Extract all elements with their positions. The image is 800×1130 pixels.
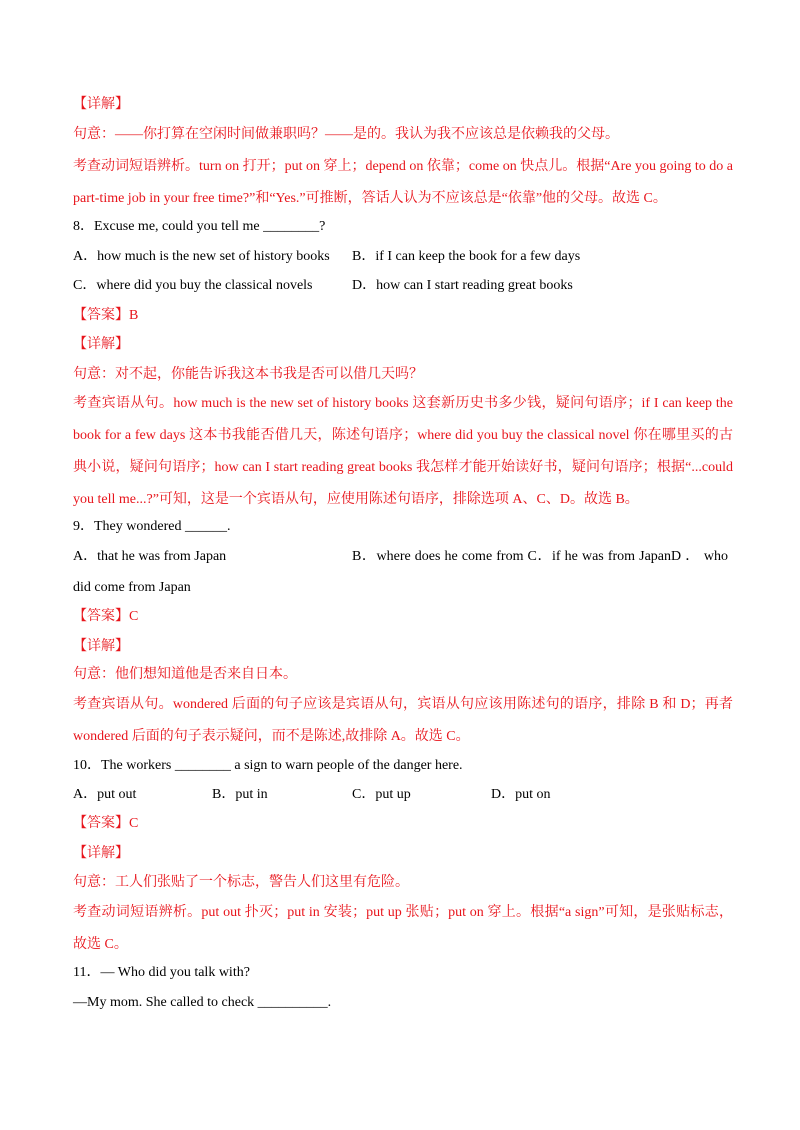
q8-detail-label: 【详解】 — [73, 337, 129, 352]
q11-question: 11．— Who did you talk with? — [73, 965, 250, 980]
q9-meaning: 句意：他们想知道他是否来自日本。 — [73, 667, 297, 682]
q10-option-d: D．put on — [491, 787, 551, 802]
q10-option-b: B．put in — [212, 787, 268, 802]
q10-answer: 【答案】C — [73, 816, 139, 831]
q8-analysis: 考查宾语从句。how much is the new set of history books 这套新历史书多少钱，疑问句语序；if I can keep the book for a few days 这本书我能否借几天，陈述句语序；where did you buy the classical novel 你在哪里买的古典小说，疑问句语序；how can I start reading great books 我怎样才能开始读好书，疑问句语序；根据“...could you tell me...?”可知，这是一个宾语从句，应使用陈述句语序，排除选项 A、C、D。故选 B。 — [73, 396, 733, 507]
q11-reply: —My mom. She called to check __________. — [73, 995, 332, 1010]
q8-meaning: 句意：对不起，你能告诉我这本书我是否可以借几天吗？ — [73, 367, 423, 382]
q10-detail-label: 【详解】 — [73, 846, 129, 861]
q8-answer: 【答案】B — [73, 308, 139, 323]
q9-options-continued: did come from Japan — [73, 580, 191, 595]
q10-analysis: 考查动词短语辨析。put out 扑灭；put in 安装；put up 张贴；put on 穿上。根据“a sign”可知，是张贴标志，故选 C。 — [73, 905, 733, 952]
q10-option-c: C．put up — [352, 787, 411, 802]
q7-detail-label: 【详解】 — [73, 97, 129, 112]
q8-option-a: A．how much is the new set of history books — [73, 249, 330, 264]
q10-option-a: A．put out — [73, 787, 137, 802]
q7-meaning: 句意：——你打算在空闲时间做兼职吗？——是的。我认为我不应该总是依赖我的父母。 — [73, 127, 619, 142]
q9-detail-label: 【详解】 — [73, 639, 129, 654]
q10-meaning: 句意：工人们张贴了一个标志，警告人们这里有危险。 — [73, 875, 409, 890]
q9-answer: 【答案】C — [73, 609, 139, 624]
q9-analysis: 考查宾语从句。wondered 后面的句子应该是宾语从句，宾语从句应该用陈述句的语序，排除 B 和 D；再者 wondered 后面的句子表示疑问，而不是陈述,故排除 A。故选 C。 — [73, 697, 733, 744]
q8-question: 8．Excuse me, could you tell me ________? — [73, 219, 326, 234]
q8-option-c: C．where did you buy the classical novels — [73, 278, 313, 293]
q8-option-b: B．if I can keep the book for a few days — [352, 249, 581, 264]
q7-analysis: 考查动词短语辨析。turn on 打开；put on 穿上；depend on 依靠；come on 快点儿。根据“Are you going to do a part-time job in your free time?”和“Yes.”可推断，答话人认为不应该总是“依靠”他的父母。故选 C。 — [73, 159, 733, 206]
q9-question: 9．They wondered ______. — [73, 519, 231, 534]
q10-question: 10．The workers ________ a sign to warn people of the danger here. — [73, 758, 463, 773]
q9-options-bcd: B．where does he come from C．if he was from JapanD ． who — [352, 549, 728, 564]
q9-option-a: A．that he was from Japan — [73, 549, 227, 564]
q8-option-d: D．how can I start reading great books — [352, 278, 573, 293]
